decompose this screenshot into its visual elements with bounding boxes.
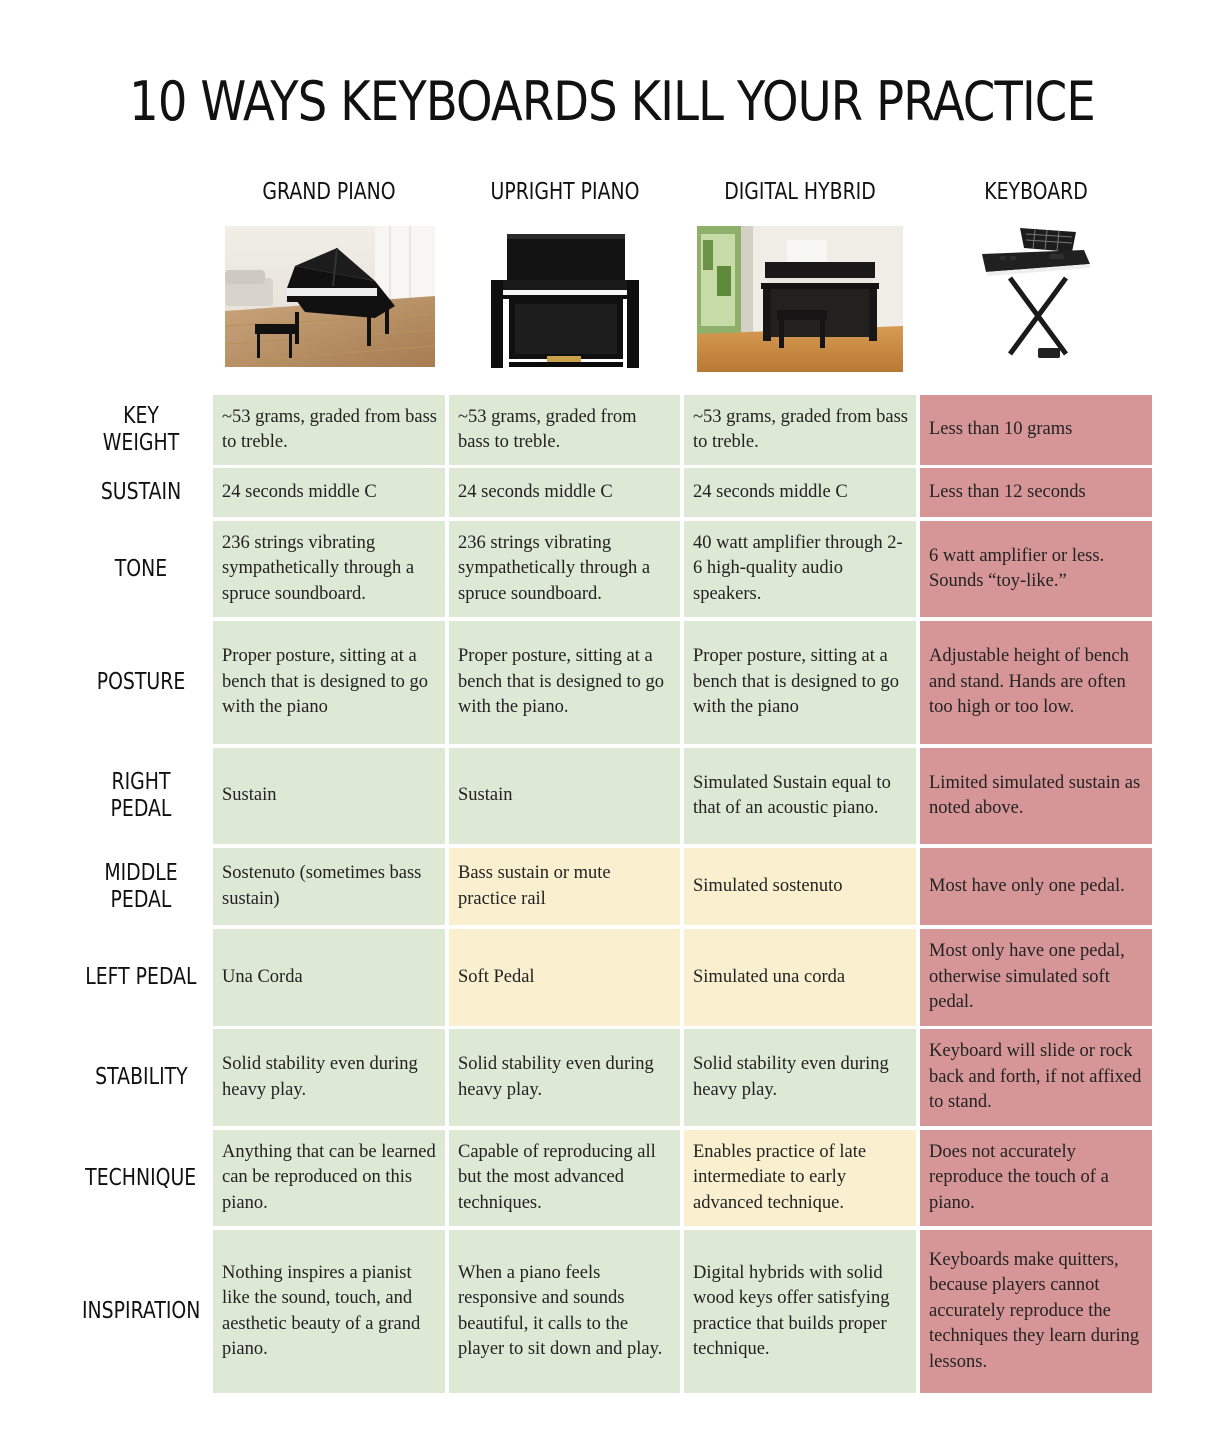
row-label-inspiration: INSPIRATION: [81, 1298, 201, 1324]
row-label-middle-pedal: MIDDLE PEDAL: [104, 859, 178, 913]
grand-piano-image: [225, 226, 435, 367]
row-label-technique: TECHNIQUE: [85, 1164, 197, 1191]
cell-inspiration-digital-hybrid: Digital hybrids with solid wood keys offer satisfying practice that builds proper technique.: [684, 1230, 916, 1393]
page-title: 10 WAYS KEYBOARDS KILL YOUR PRACTICE: [129, 70, 1095, 133]
cell-middle-pedal-keyboard: Most have only one pedal.: [920, 848, 1152, 925]
cell-right-pedal-grand-piano: Sustain: [213, 748, 445, 844]
cell-tone-digital-hybrid: 40 watt amplifier through 2-6 high-quality audio speakers.: [684, 521, 916, 617]
cell-technique-upright-piano: Capable of reproducing all but the most advanced techniques.: [449, 1130, 680, 1226]
cell-sustain-upright-piano: 24 seconds middle C: [449, 468, 680, 517]
cell-technique-grand-piano: Anything that can be learned can be reproduced on this piano.: [213, 1130, 445, 1226]
cell-left-pedal-grand-piano: Una Corda: [213, 929, 445, 1026]
cell-sustain-grand-piano: 24 seconds middle C: [213, 468, 445, 517]
cell-posture-grand-piano: Proper posture, sitting at a bench that is designed to go with the piano: [213, 621, 445, 744]
row-label-right-pedal: RIGHT PEDAL: [110, 769, 172, 822]
column-header-upright-piano: UPRIGHT PIANO: [490, 179, 640, 205]
cell-posture-upright-piano: Proper posture, sitting at a bench that is designed to go with the piano.: [449, 621, 680, 744]
cell-right-pedal-keyboard: Limited simulated sustain as noted above.: [920, 748, 1152, 844]
cell-tone-upright-piano: 236 strings vibrating sympathetically through a spruce soundboard.: [449, 521, 680, 617]
row-label-tone: TONE: [114, 555, 168, 582]
cell-key-weight-upright-piano: ~53 grams, graded from bass to treble.: [449, 395, 680, 465]
cell-inspiration-grand-piano: Nothing inspires a pianist like the sound, touch, and aesthetic beauty of a grand piano.: [213, 1230, 445, 1393]
row-label-sustain: SUSTAIN: [100, 479, 182, 505]
column-header-digital-hybrid: DIGITAL HYBRID: [724, 179, 876, 205]
cell-stability-digital-hybrid: Solid stability even during heavy play.: [684, 1029, 916, 1126]
cell-key-weight-digital-hybrid: ~53 grams, graded from bass to treble.: [684, 395, 916, 465]
cell-middle-pedal-upright-piano: Bass sustain or mute practice rail: [449, 848, 680, 925]
cell-left-pedal-digital-hybrid: Simulated una corda: [684, 929, 916, 1026]
cell-posture-digital-hybrid: Proper posture, sitting at a bench that is designed to go with the piano: [684, 621, 916, 744]
column-header-grand-piano: GRAND PIANO: [262, 179, 396, 205]
cell-tone-keyboard: 6 watt amplifier or less. Sounds “toy-like.”: [920, 521, 1152, 617]
upright-piano-image: [485, 226, 645, 373]
cell-inspiration-keyboard: Keyboards make quitters, because players cannot accurately reproduce the techniques they learn during lessons.: [920, 1230, 1152, 1393]
cell-sustain-digital-hybrid: 24 seconds middle C: [684, 468, 916, 517]
row-label-stability: STABILITY: [94, 1064, 188, 1090]
cell-right-pedal-upright-piano: Sustain: [449, 748, 680, 844]
cell-technique-digital-hybrid: Enables practice of late intermediate to early advanced technique.: [684, 1130, 916, 1226]
row-label-left-pedal: LEFT PEDAL: [85, 964, 197, 990]
cell-left-pedal-keyboard: Most only have one pedal, otherwise simulated soft pedal.: [920, 929, 1152, 1026]
cell-technique-keyboard: Does not accurately reproduce the touch of a piano.: [920, 1130, 1152, 1226]
cell-stability-upright-piano: Solid stability even during heavy play.: [449, 1029, 680, 1126]
digital-hybrid-image: [697, 226, 903, 372]
cell-key-weight-keyboard: Less than 10 grams: [920, 395, 1152, 465]
cell-left-pedal-upright-piano: Soft Pedal: [449, 929, 680, 1026]
cell-middle-pedal-grand-piano: Sostenuto (sometimes bass sustain): [213, 848, 445, 925]
cell-tone-grand-piano: 236 strings vibrating sympathetically through a spruce soundboard.: [213, 521, 445, 617]
cell-key-weight-grand-piano: ~53 grams, graded from bass to treble.: [213, 395, 445, 465]
cell-sustain-keyboard: Less than 12 seconds: [920, 468, 1152, 517]
cell-middle-pedal-digital-hybrid: Simulated sostenuto: [684, 848, 916, 925]
row-label-key-weight: KEY WEIGHT: [102, 403, 180, 456]
cell-right-pedal-digital-hybrid: Simulated Sustain equal to that of an acoustic piano.: [684, 748, 916, 844]
cell-inspiration-upright-piano: When a piano feels responsive and sounds beautiful, it calls to the player to sit down and play.: [449, 1230, 680, 1393]
row-label-posture: POSTURE: [96, 669, 186, 695]
keyboard-image: [980, 226, 1092, 366]
cell-stability-keyboard: Keyboard will slide or rock back and forth, if not affixed to stand.: [920, 1029, 1152, 1126]
cell-stability-grand-piano: Solid stability even during heavy play.: [213, 1029, 445, 1126]
column-header-keyboard: KEYBOARD: [984, 179, 1088, 205]
cell-posture-keyboard: Adjustable height of bench and stand. Hands are often too high or too low.: [920, 621, 1152, 744]
